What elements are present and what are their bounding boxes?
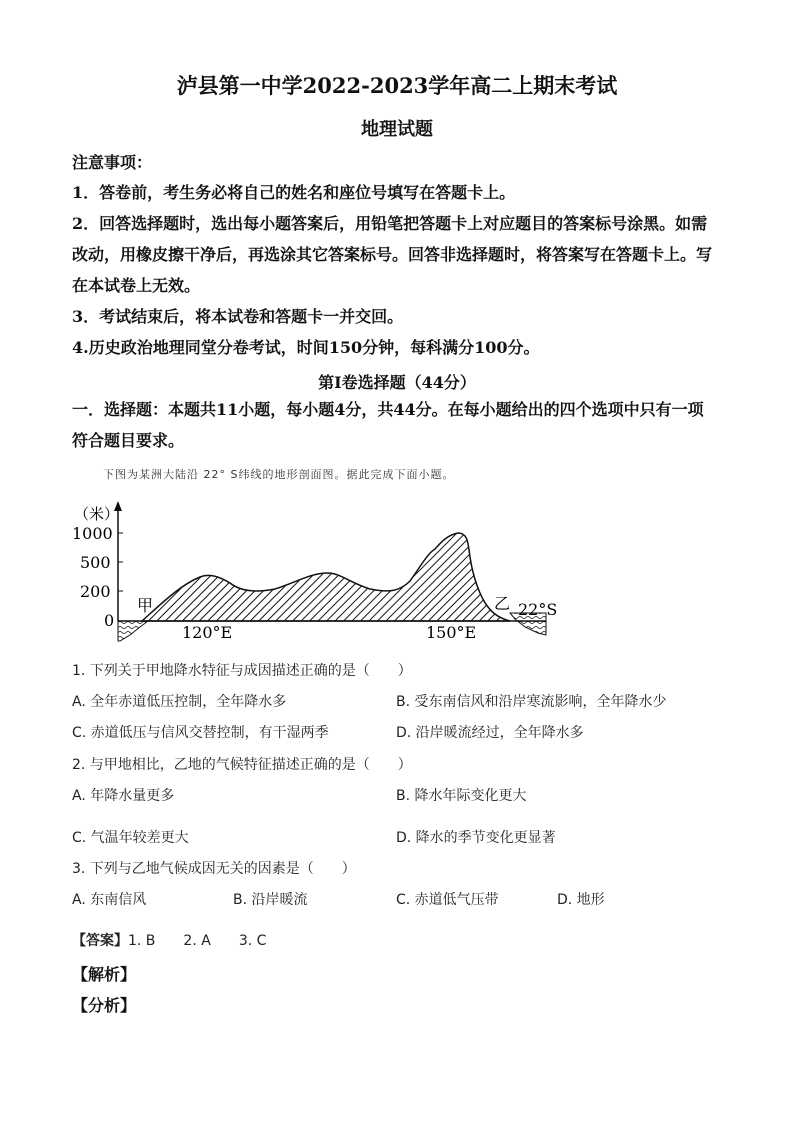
question-intro: 下图为某洲大陆沿 22° S纬线的地形剖面图。据此完成下面小题。 (103, 468, 455, 481)
exam-title: 泸县第一中学2022-2023学年高二上期末考试 (176, 73, 618, 98)
place-label-jia: 甲 (137, 596, 154, 615)
answer-2: 2. A (183, 933, 211, 949)
question-3-option-c: C. 赤道低气压带 (396, 892, 499, 908)
note-item-2-line1: 2．回答选择题时，选出每小题答案后，用铅笔把答题卡上对应题目的答案标号涂黑。如需 (72, 214, 708, 233)
question-2-option-d: D. 降水的季节变化更显著 (396, 830, 556, 846)
y-tick-label-200: 200 (80, 582, 111, 601)
question-2-option-c: C. 气温年较差更大 (72, 830, 189, 846)
question-1-option-b: B. 受东南信风和沿岸寒流影响，全年降水少 (396, 694, 667, 710)
section-instruction-line2: 符合题目要求。 (72, 431, 185, 450)
note-item-2-line2: 改动，用橡皮擦干净后，再选涂其它答案标号。回答非选择题时，将答案写在答题卡上。写 (72, 245, 713, 264)
notes-heading: 注意事项： (72, 153, 153, 172)
question-1-option-c: C. 赤道低压与信风交替控制，有干湿两季 (72, 725, 329, 741)
terrain-profile-diagram (70, 495, 570, 655)
y-tick-label-1000: 1000 (72, 524, 113, 543)
place-label-yi: 乙 (494, 594, 511, 613)
analysis-label: 【解析】 (72, 965, 137, 984)
section-instruction-line1: 一．选择题：本题共11小题，每小题4分，共44分。在每小题给出的四个选项中只有一项 (72, 400, 704, 419)
longitude-label-150e: 150°E (426, 623, 477, 642)
note-item-3: 3．考试结束后，将本试卷和答题卡一并交回。 (72, 307, 404, 326)
sea-left (118, 621, 148, 641)
latitude-label: 22°S (518, 600, 558, 619)
question-3-option-a: A. 东南信风 (72, 892, 147, 908)
y-unit-label: （米） (74, 505, 120, 523)
note-item-2-line3: 在本试卷上无效。 (72, 276, 201, 295)
answer-1: 1. B (128, 933, 156, 949)
question-3-stem: 3. 下列与乙地气候成因无关的因素是（ ） (72, 861, 356, 877)
y-tick-label-0: 0 (104, 611, 115, 630)
note-item-4: 4.历史政治地理同堂分卷考试，时间150分钟，每科满分100分。 (72, 338, 540, 357)
question-1-stem: 1. 下列关于甲地降水特征与成因描述正确的是（ ） (72, 663, 412, 679)
answer-line (72, 930, 266, 950)
question-1-option-d: D. 沿岸暖流经过，全年降水多 (396, 725, 584, 741)
question-2-option-a: A. 年降水量更多 (72, 788, 175, 804)
question-3-option-d: D. 地形 (557, 892, 605, 908)
answer-3: 3. C (238, 933, 267, 949)
question-2-stem: 2. 与甲地相比，乙地的气候特征描述正确的是（ ） (72, 757, 412, 773)
question-3-option-b: B. 沿岸暖流 (233, 892, 308, 908)
question-2-option-b: B. 降水年际变化更大 (396, 788, 527, 804)
note-item-1: 1．答卷前，考生务必将自己的姓名和座位号填写在答题卡上。 (72, 183, 516, 202)
y-tick-label-500: 500 (80, 553, 111, 572)
answer-label: 【答案】 (72, 933, 128, 949)
land-profile (142, 533, 510, 621)
fenxi-label: 【分析】 (72, 996, 137, 1015)
subject-title: 地理试题 (361, 119, 433, 140)
longitude-label-120e: 120°E (182, 623, 233, 642)
question-1-option-a: A. 全年赤道低压控制，全年降水多 (72, 694, 287, 710)
section-title: 第I卷选择题（44分） (318, 373, 476, 392)
